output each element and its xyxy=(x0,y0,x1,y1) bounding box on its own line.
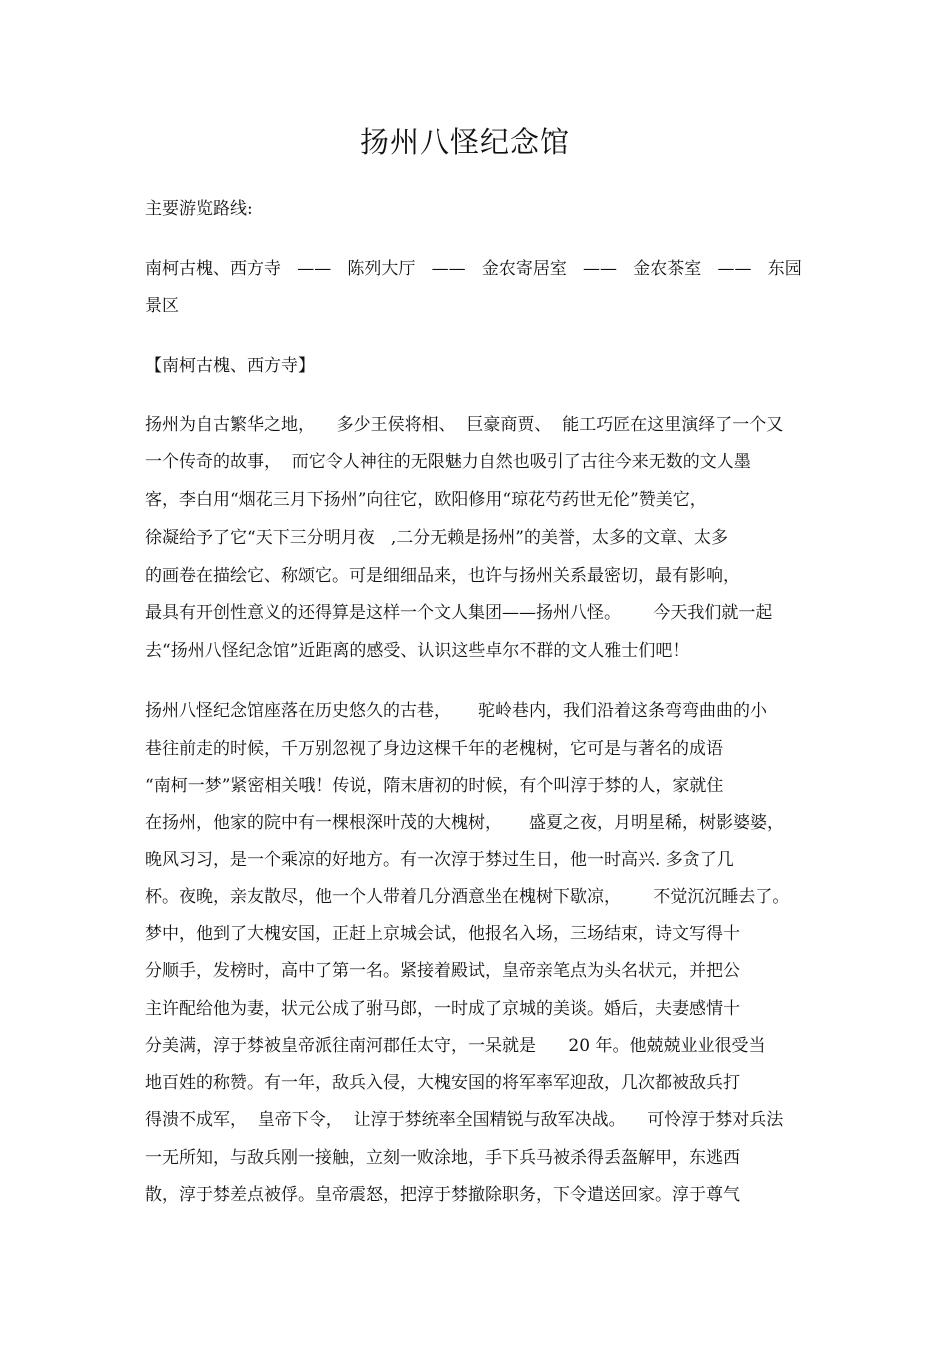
route-line-1: 南柯古槐、西方寺 —— 陈列大厅 —— 金农寄居室 —— 金农茶室 —— 东园 xyxy=(145,259,802,279)
paragraph2-line-5: 晚风习习，是一个乘凉的好地方。有一次淳于棼过生日，他一时高兴. 多贪了几 xyxy=(145,850,734,870)
paragraph2-line-8: 分顺手，发榜时，高中了第一名。紧接着殿试，皇帝亲笔点为头名状元，并把公 xyxy=(145,961,740,981)
paragraph2-line-4: 在扬州，他家的院中有一棵根深叶茂的大槐树， 盛夏之夜，月明星稀，树影婆婆， xyxy=(145,813,785,833)
section-heading: 【南柯古槐、西方寺】 xyxy=(145,356,315,376)
paragraph2-line-6: 杯。夜晚，亲友散尽，他一个人带着几分酒意坐在槐树下歇凉， 不觉沉沉睡去了。 xyxy=(145,887,790,907)
paragraph1-line-1: 扬州为自古繁华之地， 多少王侯将相、 巨豪商贾、 能工巧匠在这里演绎了一个又 xyxy=(145,415,784,435)
paragraph1-line-7: 去“扬州八怪纪念馆”近距离的感受、认识这些卓尔不群的文人雅士们吧！ xyxy=(145,641,690,661)
paragraph2-line-9: 主许配给他为妻，状元公成了驸马郎，一时成了京城的美谈。婚后，夫妻感情十 xyxy=(145,999,740,1019)
paragraph2-line-10: 分美满，淳于棼被皇帝派往南河郡任太守，一呆就是 20 年。他兢兢业业很受当 xyxy=(145,1036,766,1056)
paragraph2-line-7: 梦中，他到了大槐安国，正赶上京城会试，他报名入场，三场结束，诗文写得十 xyxy=(145,924,740,944)
paragraph2-line-14: 散，淳于棼差点被俘。皇帝震怒，把淳于棼撤除职务，下令遣送回家。淳于尊气 xyxy=(145,1185,740,1205)
paragraph2-line-13: 一无所知，与敌兵刚一接触，立刻一败涂地，手下兵马被杀得丢盔解甲，东逃西 xyxy=(145,1148,740,1168)
route-heading: 主要游览路线: xyxy=(145,199,253,219)
paragraph1-line-6: 最具有开创性意义的还得算是这样一个文人集团——扬州八怪。 今天我们就一起 xyxy=(145,603,773,623)
paragraph2-line-11: 地百姓的称赞。有一年，敌兵入侵，大槐安国的将军率军迎敌，几次都被敌兵打 xyxy=(145,1073,740,1093)
paragraph2-line-3: “南柯一梦”紧密相关哦！传说，隋末唐初的时候，有个叫淳于棼的人，家就住 xyxy=(145,776,724,796)
paragraph2-line-2: 巷往前走的时候，千万别忽视了身边这棵千年的老槐树，它可是与著名的成语 xyxy=(145,739,723,759)
paragraph1-line-5: 的画卷在描绘它、称颂它。可是细细品来，也许与扬州关系最密切，最有影响， xyxy=(145,566,740,586)
paragraph2-line-1: 扬州八怪纪念馆座落在历史悠久的古巷， 驼岭巷内，我们沿着这条弯弯曲曲的小 xyxy=(145,701,768,721)
page-title: 扬州八怪纪念馆 xyxy=(359,125,570,159)
paragraph1-line-2: 一个传奇的故事， 而它令人神往的无限魅力自然也吸引了古往今来无数的文人墨 xyxy=(145,452,751,472)
paragraph2-line-12: 得溃不成军， 皇帝下令， 让淳于棼统率全国精锐与敌军决战。 可怜淳于棼对兵法 xyxy=(145,1110,784,1130)
paragraph1-line-4: 徐凝给予了它“天下三分明月夜 ,二分无赖是扬州”的美誉，太多的文章、太多 xyxy=(145,528,728,548)
route-line-2: 景区 xyxy=(145,296,179,316)
paragraph1-line-3: 客，李白用“烟花三月下扬州”向往它，欧阳修用“琼花芍药世无伦”赞美它， xyxy=(145,490,707,510)
